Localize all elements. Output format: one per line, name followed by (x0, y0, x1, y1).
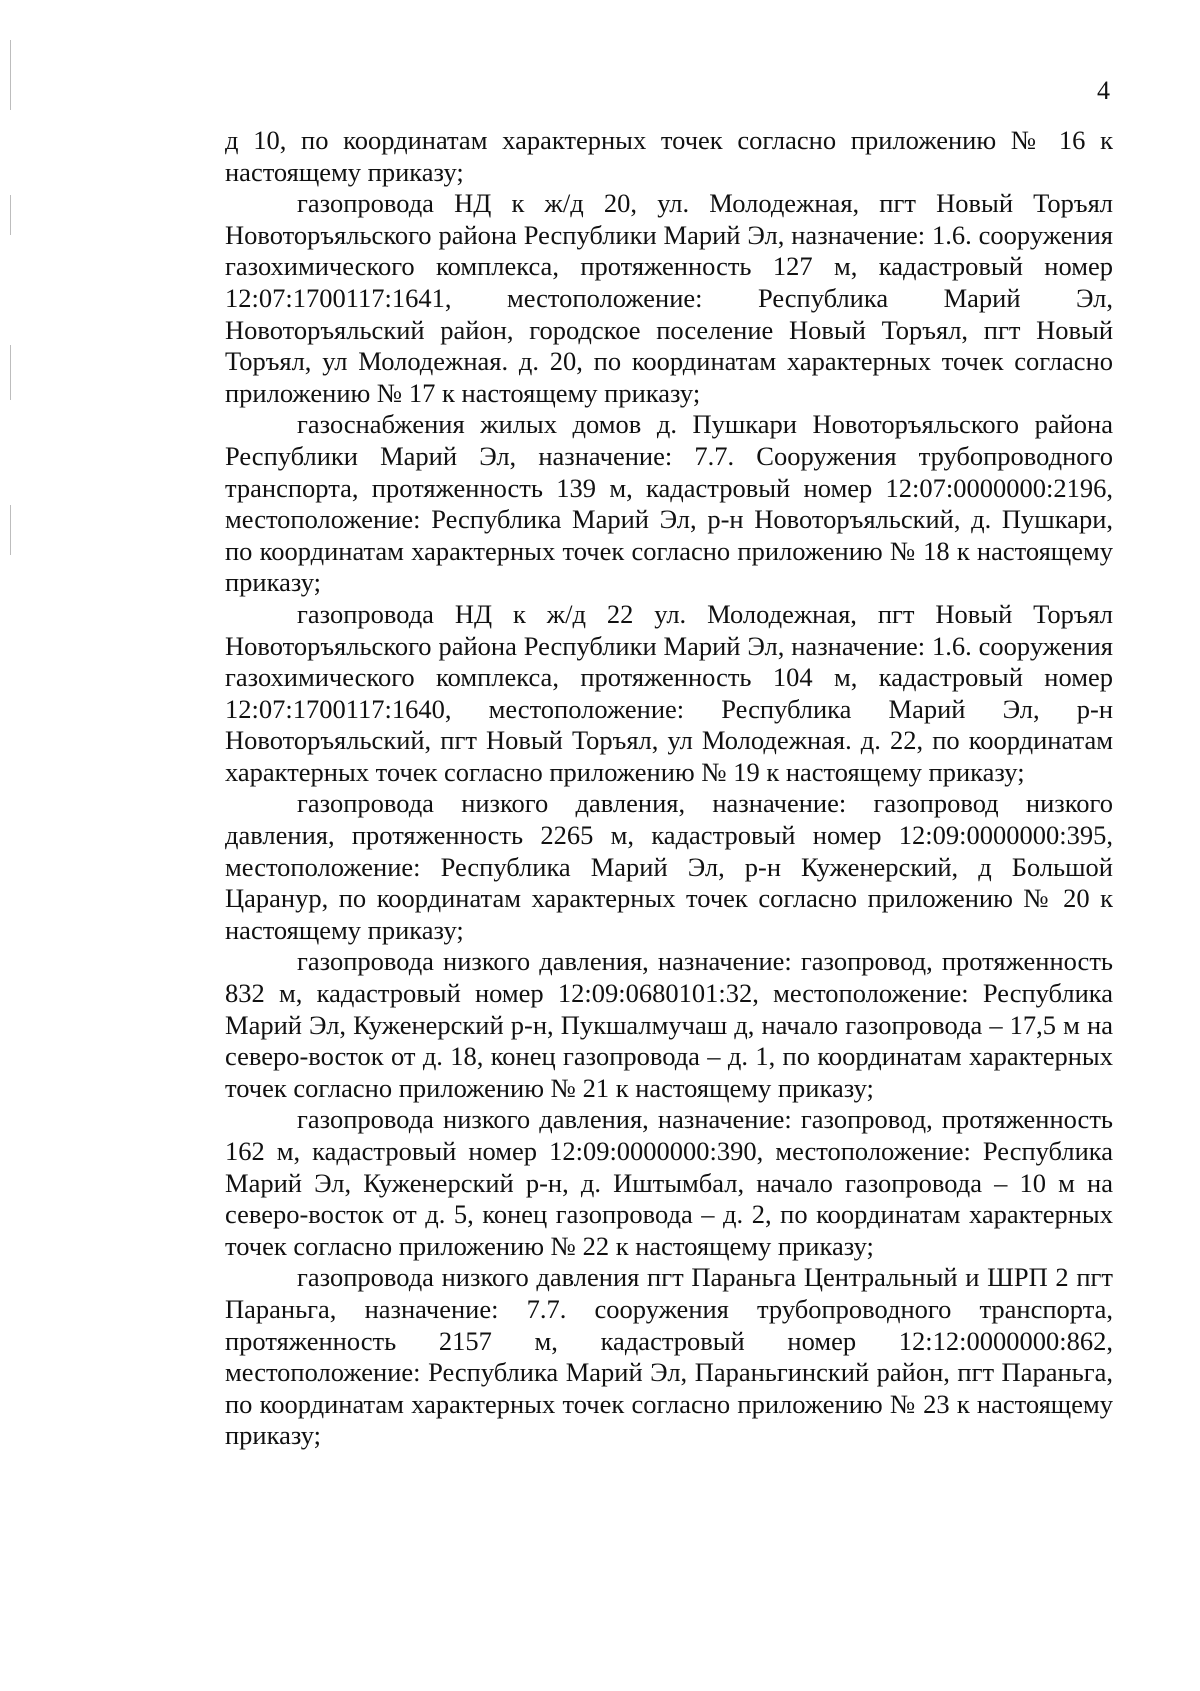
paragraph-item: газопровода НД к ж/д 22 ул. Молодежная, пгт Новый Торъял Новоторъяльского района Республики Марий Эл, назначение: 1.6. сооружения газохимического комплекса, протяженность 104 м, кадастровый номер 12:07:1700117:1640, местоположение: Республика Марий Эл, р-н Новоторъяльский, пгт Новый Торъял, ул Молодежная. д. 22, по координатам характерных точек согласно приложению № 19 к настоящему приказу; (225, 598, 1113, 787)
scan-edge-mark (10, 505, 11, 555)
paragraph-item: газопровода низкого давления, назначение: газопровод, протяженность 162 м, кадастровый номер 12:09:0000000:390, местоположение: Республика Марий Эл, Куженерский р-н, д. Иштымбал, начало газопровода – 10 м на северо-восток от д. 5, конец газопровода – д. 2, по координатам характерных точек согласно приложению № 22 к настоящему приказу; (225, 1104, 1113, 1261)
scan-edge-mark (10, 195, 11, 235)
page-number: 4 (1097, 76, 1110, 105)
document-body (225, 125, 1113, 1452)
paragraph-item: газопровода НД к ж/д 20, ул. Молодежная, пгт Новый Торъял Новоторъяльского района Республики Марий Эл, назначение: 1.6. сооружения газохимического комплекса, протяженность 127 м, кадастровый номер 12:07:1700117:1641, местоположение: Республика Марий Эл, Новоторъяльский район, городское поселение Новый Торъял, пгт Новый Торъял, ул Молодежная. д. 20, по координатам характерных точек согласно приложению № 17 к настоящему приказу; (225, 188, 1113, 408)
scan-edge-mark (10, 40, 11, 110)
paragraph-item: газоснабжения жилых домов д. Пушкари Новоторъяльского района Республики Марий Эл, назначение: 7.7. Сооружения трубопроводного транспорта, протяженность 139 м, кадастровый номер 12:07:0000000:2196, местоположение: Республика Марий Эл, р-н Новоторъяльский, д. Пушкари, по координатам характерных точек согласно приложению № 18 к настоящему приказу; (225, 409, 1113, 598)
scan-edge-mark (10, 345, 11, 400)
paragraph-continuation: д 10, по координатам характерных точек согласно приложению № 16 к настоящему приказу; (225, 125, 1113, 187)
paragraph-item: газопровода низкого давления, назначение: газопровод низкого давления, протяженность 2265 м, кадастровый номер 12:09:0000000:395, местоположение: Республика Марий Эл, р-н Куженерский, д Большой Царанур, по координатам характерных точек согласно приложению № 20 к настоящему приказу; (225, 788, 1113, 945)
paragraph-item: газопровода низкого давления, назначение: газопровод, протяженность 832 м, кадастровый номер 12:09:0680101:32, местоположение: Республика Марий Эл, Куженерский р-н, Пукшалмучаш д, начало газопровода – 17,5 м на северо-восток от д. 18, конец газопровода – д. 1, по координатам характерных точек согласно приложению № 21 к настоящему приказу; (225, 946, 1113, 1103)
paragraph-item: газопровода низкого давления пгт Параньга Центральный и ШРП 2 пгт Параньга, назначение: 7.7. сооружения трубопроводного транспорта, протяженность 2157 м, кадастровый номер 12:12:0000000:862, местоположение: Республика Марий Эл, Параньгинский район, пгт Параньга, по координатам характерных точек согласно приложению № 23 к настоящему приказу; (225, 1262, 1113, 1451)
